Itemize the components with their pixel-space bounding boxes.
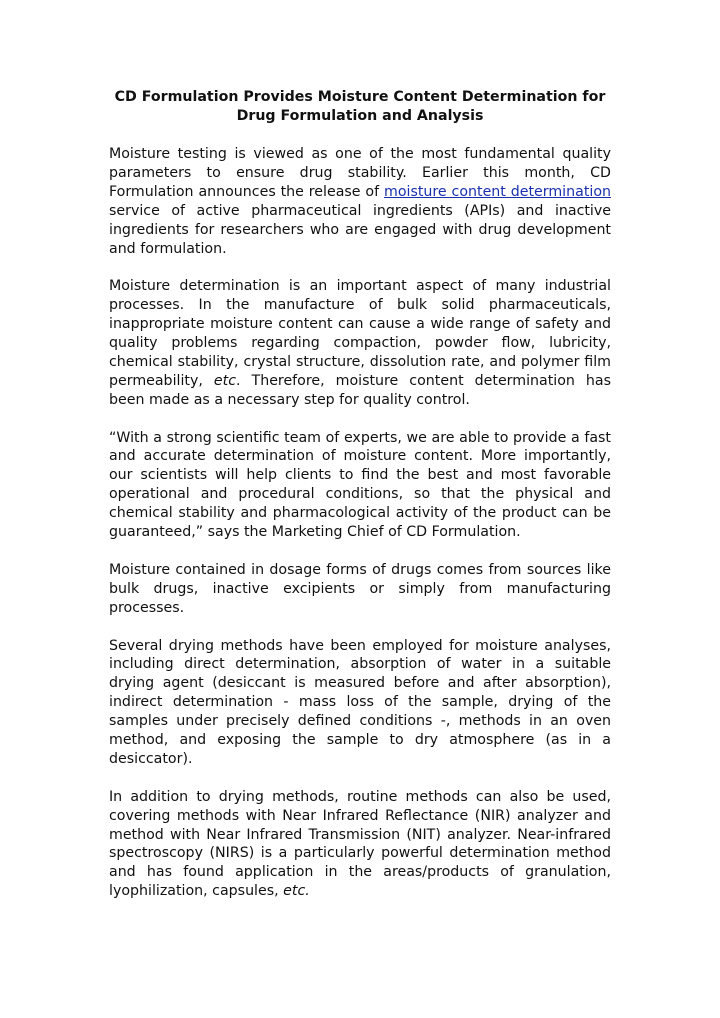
paragraph-routine-methods (109, 788, 611, 901)
paragraph-sources: Moisture contained in dosage forms of drugs comes from sources like bulk drugs, inactive excipients or simply from manufacturing processes. (109, 561, 611, 616)
document-page (109, 88, 611, 920)
paragraph-importance (109, 277, 611, 409)
moisture-content-determination-link[interactable]: moisture content determination (384, 183, 611, 200)
paragraph-importance-text-before: Moisture determination is an important aspect of many industrial processes. In the manufacture of bulk solid pharmaceuticals, inappropriate moisture content can cause a wide range of safety and quality problems regarding compaction, powder flow, lubricity, chemical stability, crystal structure, dissolution rate, and polymer film permeability, (109, 278, 611, 389)
paragraph-routine-methods-text: In addition to drying methods, routine methods can also be used, covering methods with Near Infrared Reflectance (NIR) analyzer and method with Near Infrared Transmission (NIT) analyzer. Near-infrared spectroscopy (NIRS) is a particularly powerful determination method and has found application in the areas/products of granulation, lyophilization, capsules, (109, 788, 611, 900)
document-title: CD Formulation Provides Moisture Content Determination for Drug Formulation and Analysis (114, 89, 606, 124)
paragraph-routine-methods-etc: etc. (283, 883, 310, 900)
paragraph-quote: “With a strong scientific team of experts, we are able to provide a fast and accurate determination of moisture content. More importantly, our scientists will help clients to find the best and most favorable operational and procedural conditions, so that the physical and chemical stability and pharmacological activity of the product can be guaranteed,” says the Marketing Chief of CD Formulation. (109, 429, 611, 541)
paragraph-intro (109, 145, 611, 258)
paragraph-intro-text-before: Moisture testing is viewed as one of the most fundamental quality parameters to ensure drug stability. Earlier this month, CD Formulation announces the release of (109, 146, 611, 200)
paragraph-drying-methods: Several drying methods have been employed for moisture analyses, including direct determination, absorption of water in a suitable drying agent (desiccant is measured before and after absorption), indirect determination - mass loss of the sample, drying of the samples under precisely defined conditions -, methods in an oven method, and exposing the sample to dry atmosphere (as in a desiccator). (109, 637, 611, 767)
paragraph-importance-etc: etc (213, 372, 236, 389)
paragraph-intro-text-after: service of active pharmaceutical ingredients (APIs) and inactive ingredients for researchers who are engaged with drug development and formulation. (109, 202, 611, 257)
paragraph-importance-text-after: . Therefore, moisture content determination has been made as a necessary step for quality control. (109, 372, 612, 408)
